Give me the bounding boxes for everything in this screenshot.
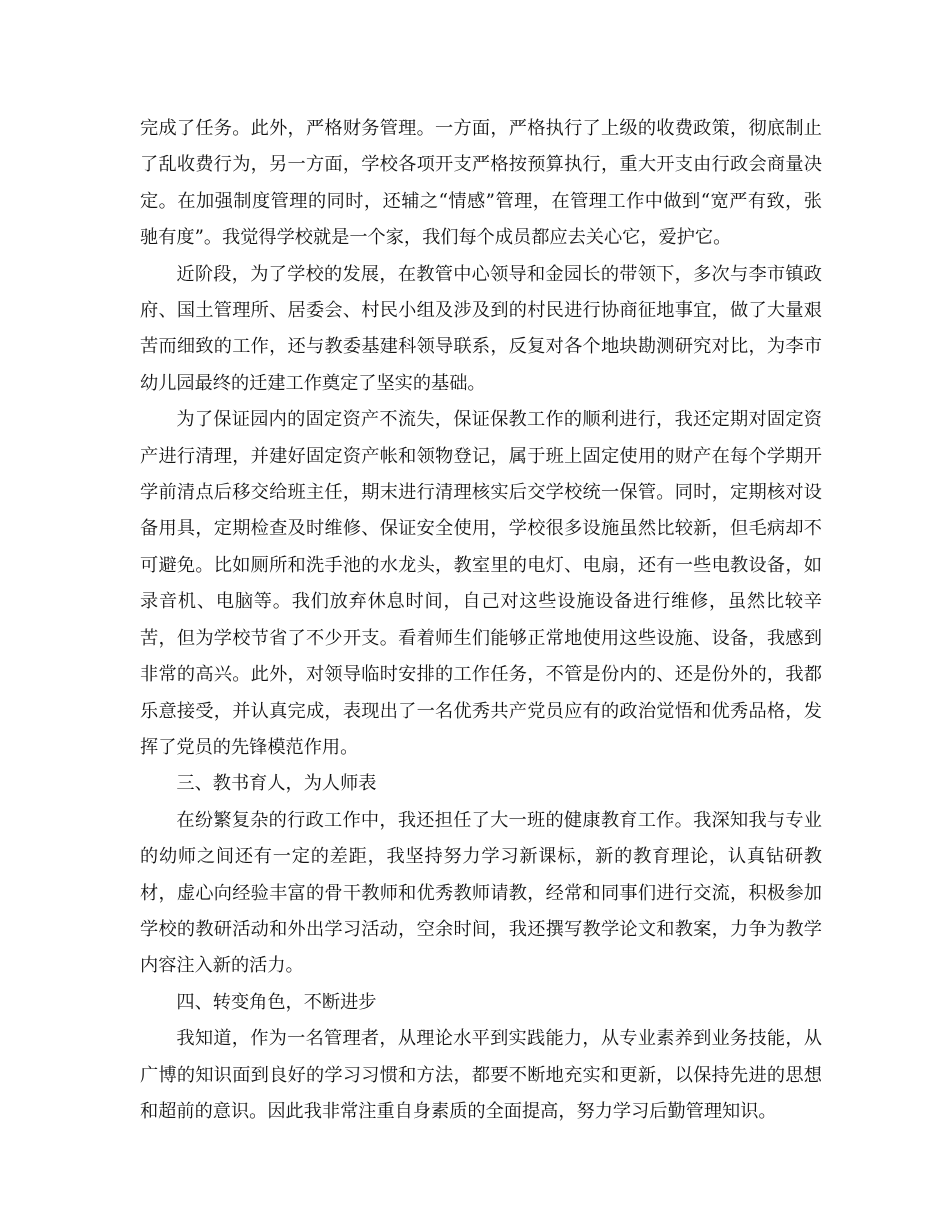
paragraph-finance-management: 完成了任务。此外，严格财务管理。一方面，严格执行了上级的收费政策，彻底制止了乱收费行为，另一方面，学校各项开支严格按预算执行，重大开支由行政会商量决定。在加强制度管理的同时，还辅之“情感”管理，在管理工作中做到“宽严有致，张驰有度”。我觉得学校就是一个家，我们每个成员都应去关心它，爱护它。 [140,118,822,249]
document-body [140,111,822,1130]
paragraph-self-improvement: 我知道，作为一名管理者，从理论水平到实践能力，从专业素养到业务技能，从广博的知识面到良好的学习习惯和方法，都要不断地充实和更新，以保持先进的思想和超前的意识。因此我非常注重自身素质的全面提高，努力学习后勤管理知识。 [140,1028,822,1122]
paragraph-fixed-assets: 为了保证园内的固定资产不流失，保证保教工作的顺利进行，我还定期对固定资产进行清理，并建好固定资产帐和领物登记，属于班上固定使用的财产在每个学期开学前清点后移交给班主任，期末进行清理核实后交学校统一保管。同时，定期核对设备用具，定期检查及时维修、保证安全使用，学校很多设施虽然比较新，但毛病却不可避免。比如厕所和洗手池的水龙头，教室里的电灯、电扇，还有一些电教设备，如录音机、电脑等。我们放弃休息时间，自己对这些设施设备进行维修，虽然比较辛苦，但为学校节省了不少开支。看着师生们能够正常地使用这些设施、设备，我感到非常的高兴。此外，对领导临时安排的工作任务，不管是份内的、还是份外的，我都乐意接受，并认真完成，表现出了一名优秀共产党员应有的政治觉悟和优秀品格，发挥了党员的先锋模范作用。 [140,409,822,758]
paragraph-land-acquisition: 近阶段，为了学校的发展，在教管中心领导和金园长的带领下，多次与李市镇政府、国土管理所、居委会、村民小组及涉及到的村民进行协商征地事宜，做了大量艰苦而细致的工作，还与教委基建科领导联系，反复对各个地块勘测研究对比，为李市幼儿园最终的迁建工作奠定了坚实的基础。 [140,263,822,394]
section-heading-role-change: 四、转变角色，不断进步 [176,991,377,1013]
paragraph-health-education: 在纷繁复杂的行政工作中，我还担任了大一班的健康教育工作。我深知我与专业的幼师之间还有一定的差距，我坚持努力学习新课标，新的教育理论，认真钻研教材，虚心向经验丰富的骨干教师和优秀教师请教，经常和同事们进行交流，积极参加学校的教研活动和外出学习活动，空余时间，我还撰写教学论文和教案，力争为教学内容注入新的活力。 [140,809,822,977]
section-heading-teaching: 三、教书育人，为人师表 [176,773,377,795]
